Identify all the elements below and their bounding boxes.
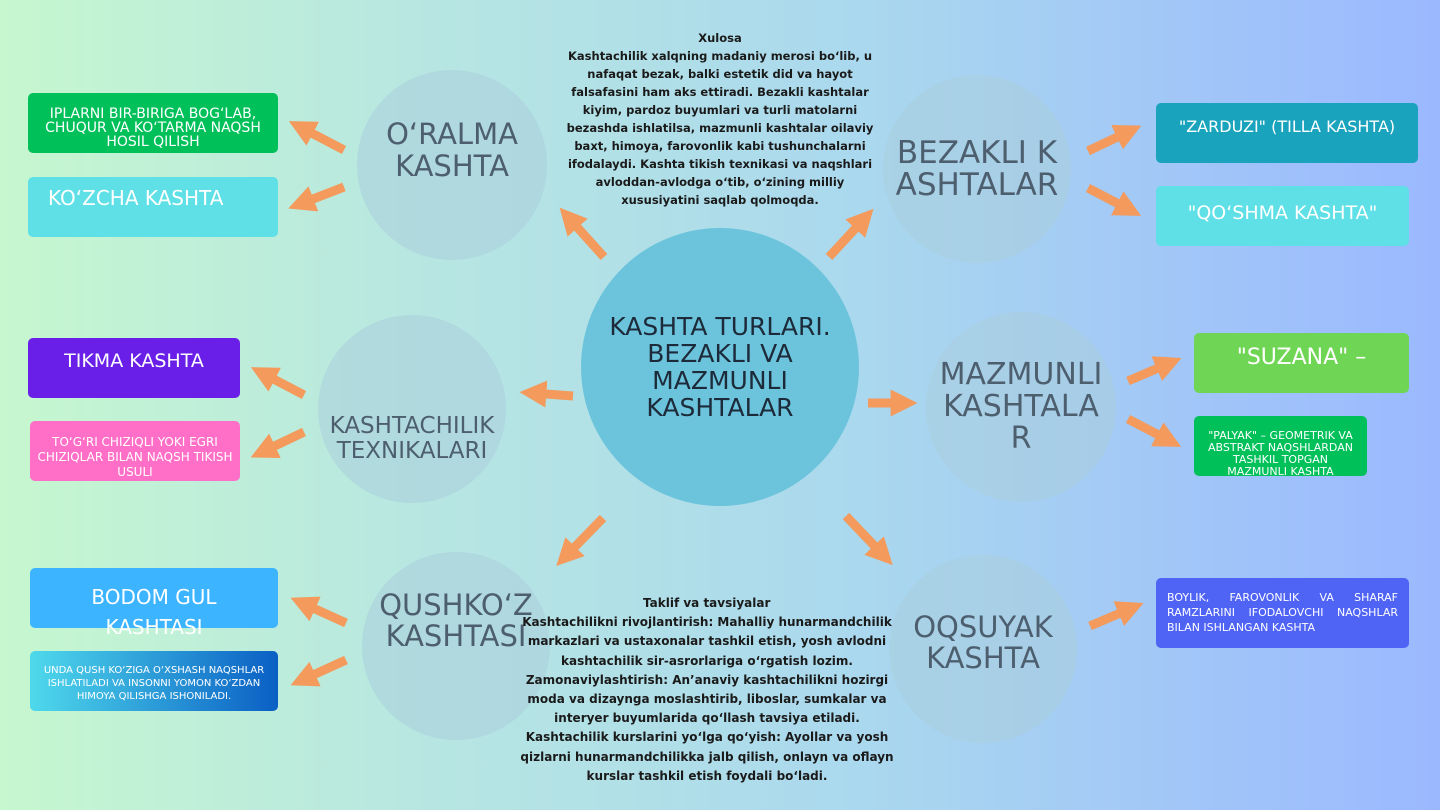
arrow-oralma-to-kozcha (300, 187, 344, 204)
arrow-center-to-bezakli (829, 218, 865, 257)
box-tikma-kashta (28, 338, 240, 398)
arrow-oralma-to-iplarni (300, 127, 344, 150)
taklif-p3: Kashtachilik kurslarini yo‘lga qo‘yish: Ayollar va yosh qizlarni hunarmandchilikka jalb qilish, onlayn va oflayn kurslar tashkil etish foydali bo‘ladi. (520, 730, 894, 783)
arrow-qushkoz-to-bodom (302, 603, 346, 623)
box-bodom-gul-kashtasi (30, 568, 278, 639)
xulosa-body: Kashtachilik xalqning madaniy merosi bo‘lib, u nafaqat bezak, balki estetik did va hayot falsafasini ham aks ettiradi. Bezakli kashtalar kiyim, pardoz buyumlari va turli matolarni bezashda ishlatilsa, mazmunli kashtalar oilaviy baxt, himoya, farovonlik kabi tushunchalarni ifodalaydi. Kashta tikish texnikasi va naqshlari avloddan-avlodga o‘tib, o‘zining milliy xususiyatini saqlab qolmoqda. (566, 49, 874, 207)
box-togri-chiziqli (30, 421, 240, 481)
taklif-p2: Zamonaviylashtirish: An’anaviy kashtachilikni hozirgi moda va dizaynga moslashtirib, liboslar, sumkalar va interyer buyumlarida qo‘llash tavsiya etiladi. (525, 672, 889, 726)
box-boylik-text: BOYLIK, FAROVONLIK VA SHARAF RAMZLARINI IFODALOVCHI NAQSHLAR BILAN ISHLANGAN KASHTA (1167, 591, 1398, 634)
box-togri-text: TO‘G‘RI CHIZIQLI YOKI EGRI CHIZIQLAR BILAN NAQSH TIKISH USULI (37, 435, 233, 479)
center-node (581, 228, 859, 506)
box-tikma-text: TIKMA KASHTA (64, 350, 204, 372)
box-qoshma-text: "QO‘SHMA KASHTA" (1187, 202, 1378, 224)
box-unda-qush (30, 651, 278, 711)
arrow-mazmunli-to-palyak (1128, 419, 1170, 441)
node-bezakli-label: BEZAKLI KASHTALAR (895, 135, 1059, 203)
taklif-note (515, 594, 899, 786)
arrow-center-to-oqsuyak (846, 516, 884, 556)
arrow-qushkoz-to-unda (302, 660, 346, 680)
arrow-oqsuyak-to-boylik (1090, 608, 1132, 626)
node-mazmunli-kashtalar (926, 312, 1116, 502)
node-texnika-label: KASHTACHILIK TEXNIKALARI (329, 413, 495, 464)
box-bodom-text: BODOM GUL KASHTASI (91, 585, 217, 639)
box-unda-text: UNDA QUSH KO‘ZIGA O‘XSHASH NAQSHLAR ISHLATILADI VA INSONNI YOMON KO‘ZDAN HIMOYA QILISHGA ISHONILADI. (43, 665, 265, 702)
node-kashtachilik-texnikalari (318, 315, 506, 503)
node-oqsuyak-kashta (889, 555, 1077, 743)
box-iplarni-text: IPLARNI BIR-BIRIGA BOG‘LAB, CHUQUR VA KO‘TARMA NAQSH HOSIL QILISH (45, 106, 261, 150)
center-title: KASHTA TURLARI. BEZAKLI VA MAZMUNLI KASHTALAR (609, 312, 831, 422)
node-bezakli-kashtalar (883, 75, 1071, 263)
arrow-mazmunli-to-suzana (1128, 363, 1170, 381)
arrow-bezakli-to-qoshma (1088, 188, 1130, 210)
arrow-center-to-qushkoz (565, 518, 603, 557)
node-oralma-kashta (357, 70, 547, 260)
xulosa-note (558, 29, 882, 209)
arrow-center-to-oralma (568, 217, 604, 257)
arrow-texnika-to-togri (262, 432, 304, 452)
box-zarduzi-text: "ZARDUZI" (TILLA KASHTA) (1178, 117, 1396, 136)
box-iplarni (28, 93, 278, 153)
node-oqsuyak-label: OQSUYAK KASHTA (913, 610, 1053, 675)
box-palyak (1194, 416, 1367, 476)
box-suzana-text: "SUZANA" – (1236, 345, 1367, 370)
xulosa-heading: Xulosa (698, 31, 742, 45)
box-zarduzi (1156, 103, 1418, 163)
box-suzana (1194, 333, 1409, 393)
taklif-heading: Taklif va tavsiyalar (643, 596, 771, 610)
box-qoshma-kashta (1156, 186, 1409, 246)
box-kozcha-kashta (28, 177, 278, 237)
node-oralma-label: O‘RALMA KASHTA (386, 117, 518, 183)
arrow-bezakli-to-zarduzi (1088, 131, 1130, 151)
taklif-p1: Kashtachilikni rivojlantirish: Mahalliy hunarmandchilik markazlari va ustaxonalar tashkil etish, yosh avlodni kashtachilik sir-asrorlariga o‘rgatish lozim. (522, 615, 892, 668)
node-mazmunli-label: MAZMUNLI KASHTALAR (939, 357, 1103, 456)
box-kozcha-text: KO‘ZCHA KASHTA (48, 186, 224, 210)
arrow-texnika-to-tikma (262, 373, 304, 395)
box-boylik (1156, 578, 1409, 648)
node-qushkoz-label: QUSHKO‘Z KASHTASI (379, 588, 533, 653)
box-palyak-text: "PALYAK" – GEOMETRIK VA ABSTRAKT NAQSHLARDAN TASHKIL TOPGAN MAZMUNLI KASHTA (1208, 429, 1353, 478)
arrow-center-to-texnika (532, 393, 573, 396)
